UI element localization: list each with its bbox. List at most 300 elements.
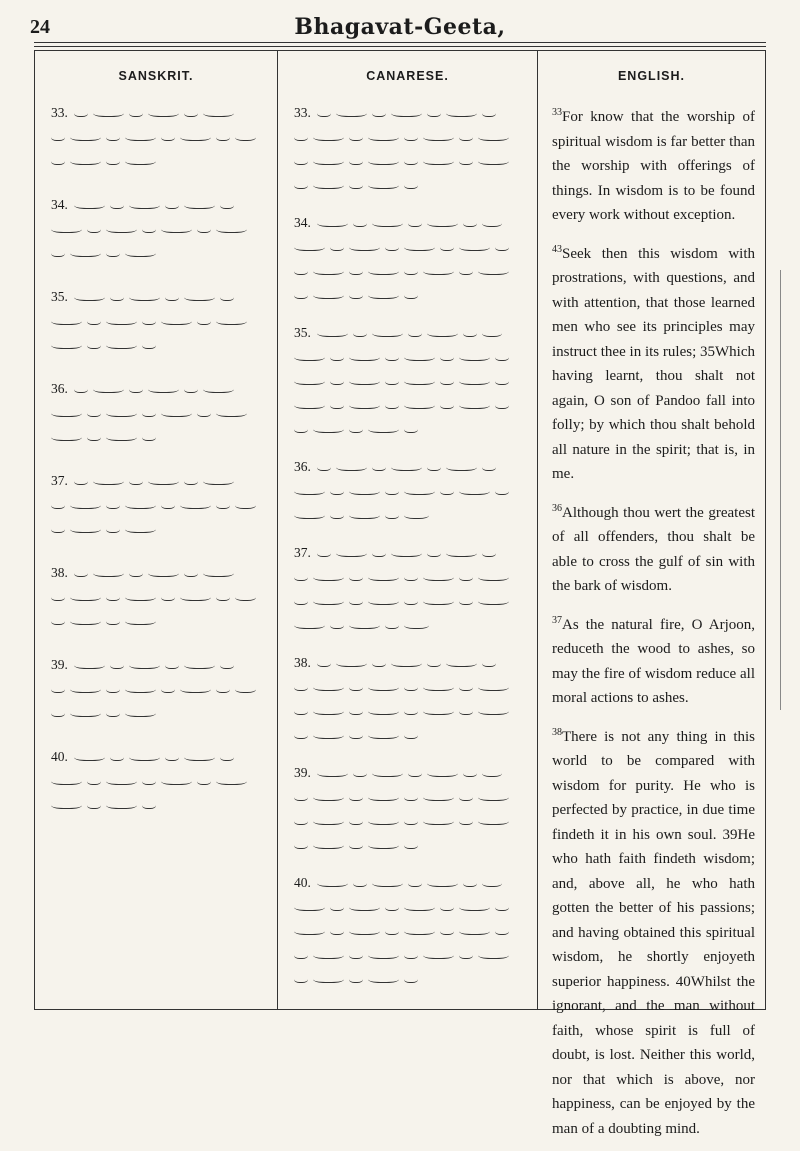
english-heading: ENGLISH.	[617, 69, 686, 83]
verse	[47, 193, 267, 265]
kanarese-text	[290, 101, 527, 1005]
script-glyph-group	[349, 486, 380, 495]
script-glyph-group	[385, 926, 399, 935]
script-glyph-group	[110, 200, 124, 209]
english-text	[552, 101, 755, 1151]
verse-line	[47, 793, 267, 817]
script-glyph-group	[87, 224, 101, 233]
verse-line	[290, 283, 527, 307]
script-glyph-group	[110, 752, 124, 761]
verse-text: Seek then this wisdom with prostrations, with questions, and with attention, that those learned men who see its principles may instruct thee in its rules; 35Which having learnt, thou shalt not again, O son of Pandoo fall into folly; by which thou shalt behold all nature in the spirit; that is, in me.	[552, 245, 755, 482]
script-glyph-group	[463, 328, 477, 337]
script-glyph-group	[313, 572, 344, 581]
script-glyph-group	[349, 400, 380, 409]
header-rule-thin	[34, 46, 766, 47]
script-glyph-group	[70, 500, 101, 509]
verse-line	[47, 285, 267, 309]
script-glyph-group	[459, 242, 490, 251]
verse-number: 34.	[294, 215, 311, 230]
script-glyph-group	[125, 684, 156, 693]
script-glyph-group	[368, 682, 399, 691]
script-glyph-group	[184, 476, 198, 485]
script-glyph-group	[427, 878, 458, 887]
script-glyph-group	[478, 266, 509, 275]
script-glyph-group	[391, 548, 422, 557]
verse-line	[290, 541, 527, 565]
script-glyph-group	[51, 224, 82, 233]
margin-line	[780, 270, 782, 710]
script-glyph-group	[423, 950, 454, 959]
script-glyph-group	[184, 660, 215, 669]
verse	[290, 101, 527, 197]
script-glyph-group	[70, 684, 101, 693]
verse-line	[290, 613, 527, 637]
script-glyph-group	[216, 316, 247, 325]
script-glyph-group	[313, 424, 344, 433]
script-glyph-group	[385, 620, 399, 629]
script-glyph-group	[482, 328, 502, 337]
verse-line	[290, 235, 527, 259]
script-glyph-group	[459, 816, 473, 825]
script-glyph-group	[349, 510, 380, 519]
verse-line	[290, 393, 527, 417]
script-glyph-group	[317, 218, 348, 227]
script-glyph-group	[385, 486, 399, 495]
script-glyph-group	[349, 706, 363, 715]
script-glyph-group	[216, 776, 247, 785]
script-glyph-group	[220, 660, 234, 669]
verse-line	[47, 309, 267, 333]
script-glyph-group	[349, 156, 363, 165]
script-glyph-group	[161, 132, 175, 141]
script-glyph-group	[142, 224, 156, 233]
script-glyph-group	[495, 400, 509, 409]
verse	[47, 377, 267, 449]
script-glyph-group	[313, 156, 344, 165]
script-glyph-group	[294, 400, 325, 409]
script-glyph-group	[423, 596, 454, 605]
script-glyph-group	[70, 592, 101, 601]
script-glyph-group	[368, 730, 399, 739]
script-glyph-group	[197, 316, 211, 325]
script-glyph-group	[220, 752, 234, 761]
script-glyph-group	[216, 132, 230, 141]
script-glyph-group	[148, 568, 179, 577]
script-glyph-group	[161, 592, 175, 601]
script-glyph-group	[93, 384, 124, 393]
script-glyph-group	[349, 376, 380, 385]
script-glyph-group	[184, 384, 198, 393]
verse	[290, 871, 527, 991]
script-glyph-group	[294, 730, 308, 739]
script-glyph-group	[74, 476, 88, 485]
script-glyph-group	[106, 340, 137, 349]
english-verse	[552, 101, 755, 228]
script-glyph-group	[440, 400, 454, 409]
script-glyph-group	[404, 902, 435, 911]
script-glyph-group	[125, 500, 156, 509]
script-glyph-group	[184, 292, 215, 301]
script-glyph-group	[313, 950, 344, 959]
verse-line	[290, 833, 527, 857]
script-glyph-group	[74, 660, 105, 669]
script-glyph-group	[478, 950, 509, 959]
verse-line	[290, 809, 527, 833]
script-glyph-group	[294, 242, 325, 251]
script-glyph-group	[51, 248, 65, 257]
verse-text: There is not any thing in this world to be compared with wisdom for purity. He who is perfected by practice, in due time findeth it in his own soul. 39He who hath faith findeth wisdom; and, above all, he who hath gotten the better of his passions; and having obtained this spiritual wisdom, he shortly enjoyeth superior happiness. 40Whilst the ignorant, and the man without faith, whose spirit is full of doubt, is lost. Neither this world, nor that which is above, nor happiness, can be enjoyed by the man of a doubting mind.	[552, 728, 755, 1137]
script-glyph-group	[161, 316, 192, 325]
script-glyph-group	[294, 156, 308, 165]
script-glyph-group	[330, 486, 344, 495]
script-glyph-group	[495, 376, 509, 385]
script-glyph-group	[51, 524, 65, 533]
verse-line	[290, 589, 527, 613]
verse-line	[290, 699, 527, 723]
english-verse	[552, 609, 755, 711]
script-glyph-group	[459, 792, 473, 801]
verse-line	[47, 101, 267, 125]
script-glyph-group	[180, 684, 211, 693]
script-glyph-group	[404, 620, 429, 629]
script-glyph-group	[216, 592, 230, 601]
script-glyph-group	[385, 352, 399, 361]
script-glyph-group	[317, 462, 331, 471]
script-glyph-group	[313, 840, 344, 849]
script-glyph-group	[294, 792, 308, 801]
script-glyph-group	[106, 708, 120, 717]
verse-line	[47, 401, 267, 425]
script-glyph-group	[372, 328, 403, 337]
verse-line	[290, 345, 527, 369]
script-glyph-group	[478, 816, 509, 825]
three-column-table	[34, 50, 766, 1137]
script-glyph-group	[216, 408, 247, 417]
script-glyph-group	[125, 592, 156, 601]
verse-line	[290, 479, 527, 503]
verse-text: Although thou wert the greatest of all offenders, thou shalt be able to cross the gulf of sin with the bark of wisdom.	[552, 504, 755, 594]
script-glyph-group	[404, 132, 418, 141]
script-glyph-group	[353, 768, 367, 777]
verse-number: 35.	[294, 325, 311, 340]
kanarese-heading: CANARESE.	[366, 69, 449, 83]
script-glyph-group	[372, 548, 386, 557]
script-glyph-group	[478, 596, 509, 605]
script-glyph-group	[142, 408, 156, 417]
script-glyph-group	[372, 658, 386, 667]
verse-line	[47, 333, 267, 357]
script-glyph-group	[478, 132, 509, 141]
script-glyph-group	[440, 242, 454, 251]
script-glyph-group	[368, 840, 399, 849]
script-glyph-group	[165, 200, 179, 209]
script-glyph-group	[495, 926, 509, 935]
script-glyph-group	[349, 792, 363, 801]
script-glyph-group	[330, 902, 344, 911]
script-glyph-group	[372, 462, 386, 471]
script-glyph-group	[330, 352, 344, 361]
verse-number: 39.	[51, 657, 68, 672]
script-glyph-group	[294, 486, 325, 495]
script-glyph-group	[385, 242, 399, 251]
script-glyph-group	[142, 340, 156, 349]
script-glyph-group	[161, 408, 192, 417]
script-glyph-group	[180, 132, 211, 141]
script-glyph-group	[203, 568, 234, 577]
script-glyph-group	[482, 462, 496, 471]
script-glyph-group	[391, 658, 422, 667]
script-glyph-group	[404, 180, 418, 189]
script-glyph-group	[313, 266, 344, 275]
script-glyph-group	[220, 292, 234, 301]
script-glyph-group	[459, 156, 473, 165]
verse-number: 34.	[51, 197, 68, 212]
script-glyph-group	[404, 730, 418, 739]
script-glyph-group	[51, 616, 65, 625]
script-glyph-group	[349, 974, 363, 983]
script-glyph-group	[197, 408, 211, 417]
script-glyph-group	[459, 376, 490, 385]
script-glyph-group	[423, 266, 454, 275]
script-glyph-group	[349, 242, 380, 251]
script-glyph-group	[330, 510, 344, 519]
script-glyph-group	[404, 816, 418, 825]
script-glyph-group	[129, 384, 143, 393]
script-glyph-group	[220, 200, 234, 209]
verse-number: 36.	[294, 459, 311, 474]
script-glyph-group	[294, 682, 308, 691]
script-glyph-group	[459, 400, 490, 409]
verse-line	[47, 493, 267, 517]
script-glyph-group	[313, 290, 344, 299]
script-glyph-group	[70, 132, 101, 141]
script-glyph-group	[106, 132, 120, 141]
script-glyph-group	[423, 706, 454, 715]
verse-number: 33	[552, 107, 562, 118]
verse-number: 36.	[51, 381, 68, 396]
script-glyph-group	[404, 352, 435, 361]
script-glyph-group	[294, 180, 308, 189]
script-glyph-group	[368, 596, 399, 605]
script-glyph-group	[478, 572, 509, 581]
script-glyph-group	[129, 108, 143, 117]
script-glyph-group	[106, 316, 137, 325]
script-glyph-group	[349, 132, 363, 141]
verse-line	[290, 321, 527, 345]
script-glyph-group	[372, 218, 403, 227]
verse-text: For know that the worship of spiritual wisdom is far better than the worship with offerings of things. In wisdom is to be found every work without exception.	[552, 109, 755, 223]
script-glyph-group	[51, 592, 65, 601]
script-glyph-group	[74, 752, 105, 761]
script-glyph-group	[106, 248, 120, 257]
sanskrit-column	[35, 51, 278, 1009]
verse	[290, 455, 527, 527]
script-glyph-group	[165, 292, 179, 301]
verse-line	[290, 125, 527, 149]
script-glyph-group	[294, 950, 308, 959]
verse-line	[290, 785, 527, 809]
script-glyph-group	[161, 776, 192, 785]
script-glyph-group	[129, 476, 143, 485]
script-glyph-group	[482, 548, 496, 557]
script-glyph-group	[427, 108, 441, 117]
script-glyph-group	[408, 328, 422, 337]
script-glyph-group	[368, 180, 399, 189]
script-glyph-group	[294, 424, 308, 433]
script-glyph-group	[51, 408, 82, 417]
script-glyph-group	[463, 768, 477, 777]
script-glyph-group	[180, 592, 211, 601]
script-glyph-group	[87, 432, 101, 441]
script-glyph-group	[129, 292, 160, 301]
script-glyph-group	[423, 792, 454, 801]
script-glyph-group	[385, 510, 399, 519]
verse-line	[47, 745, 267, 769]
verse-number: 35.	[51, 289, 68, 304]
script-glyph-group	[110, 660, 124, 669]
script-glyph-group	[313, 730, 344, 739]
script-glyph-group	[142, 800, 156, 809]
script-glyph-group	[125, 248, 156, 257]
script-glyph-group	[459, 950, 473, 959]
script-glyph-group	[330, 242, 344, 251]
script-glyph-group	[106, 500, 120, 509]
script-glyph-group	[459, 926, 490, 935]
script-glyph-group	[446, 108, 477, 117]
script-glyph-group	[368, 816, 399, 825]
script-glyph-group	[51, 316, 82, 325]
script-glyph-group	[317, 548, 331, 557]
script-glyph-group	[427, 768, 458, 777]
script-glyph-group	[106, 432, 137, 441]
english-verse	[552, 497, 755, 599]
script-glyph-group	[349, 352, 380, 361]
script-glyph-group	[51, 500, 65, 509]
verse	[290, 761, 527, 857]
script-glyph-group	[482, 878, 502, 887]
script-glyph-group	[440, 926, 454, 935]
script-glyph-group	[372, 768, 403, 777]
script-glyph-group	[427, 462, 441, 471]
script-glyph-group	[317, 878, 348, 887]
verse-number: 43	[552, 243, 562, 255]
script-glyph-group	[478, 682, 509, 691]
script-glyph-group	[423, 572, 454, 581]
verse-number: 40.	[51, 749, 68, 764]
script-glyph-group	[106, 524, 120, 533]
script-glyph-group	[404, 424, 418, 433]
script-glyph-group	[349, 180, 363, 189]
script-glyph-group	[495, 902, 509, 911]
script-glyph-group	[161, 500, 175, 509]
script-glyph-group	[110, 292, 124, 301]
script-glyph-group	[87, 408, 101, 417]
script-glyph-group	[70, 248, 101, 257]
verse-line	[290, 943, 527, 967]
script-glyph-group	[330, 376, 344, 385]
script-glyph-group	[459, 266, 473, 275]
verse-line	[47, 193, 267, 217]
verse-line	[47, 653, 267, 677]
script-glyph-group	[294, 596, 308, 605]
script-glyph-group	[482, 108, 496, 117]
script-glyph-group	[446, 658, 477, 667]
verse-number: 36	[552, 502, 562, 514]
script-glyph-group	[349, 926, 380, 935]
script-glyph-group	[51, 132, 65, 141]
script-glyph-group	[216, 684, 230, 693]
script-glyph-group	[349, 266, 363, 275]
script-glyph-group	[349, 424, 363, 433]
verse-text: As the natural fire, O Arjoon, reduceth the wood to ashes, so may the fire of wisdom reduce all moral actions to ashes.	[552, 616, 755, 706]
verse-line	[47, 125, 267, 149]
script-glyph-group	[349, 950, 363, 959]
script-glyph-group	[93, 476, 124, 485]
verse-line	[290, 895, 527, 919]
script-glyph-group	[184, 108, 198, 117]
script-glyph-group	[353, 878, 367, 887]
verse-line	[47, 241, 267, 265]
script-glyph-group	[87, 800, 101, 809]
script-glyph-group	[313, 132, 344, 141]
script-glyph-group	[93, 568, 124, 577]
script-glyph-group	[404, 572, 418, 581]
script-glyph-group	[330, 620, 344, 629]
script-glyph-group	[482, 218, 502, 227]
verse	[290, 211, 527, 307]
verse-number: 33.	[51, 105, 68, 120]
script-glyph-group	[129, 200, 160, 209]
script-glyph-group	[51, 156, 65, 165]
script-glyph-group	[294, 926, 325, 935]
script-glyph-group	[203, 476, 234, 485]
english-verse	[552, 721, 755, 1142]
verse-line	[47, 149, 267, 173]
script-glyph-group	[235, 500, 256, 509]
script-glyph-group	[87, 776, 101, 785]
script-glyph-group	[495, 486, 509, 495]
script-glyph-group	[294, 510, 325, 519]
header-rule	[34, 42, 766, 43]
script-glyph-group	[404, 242, 435, 251]
script-glyph-group	[330, 926, 344, 935]
verse-line	[290, 503, 527, 527]
script-glyph-group	[294, 706, 308, 715]
script-glyph-group	[165, 752, 179, 761]
script-glyph-group	[148, 476, 179, 485]
script-glyph-group	[423, 816, 454, 825]
script-glyph-group	[349, 816, 363, 825]
script-glyph-group	[404, 486, 435, 495]
verse-line	[290, 417, 527, 441]
verse-line	[290, 761, 527, 785]
script-glyph-group	[459, 902, 490, 911]
script-glyph-group	[349, 620, 380, 629]
script-glyph-group	[330, 400, 344, 409]
script-glyph-group	[129, 752, 160, 761]
script-glyph-group	[372, 878, 403, 887]
script-glyph-group	[478, 792, 509, 801]
script-glyph-group	[70, 616, 101, 625]
verse-line	[290, 919, 527, 943]
script-glyph-group	[235, 592, 256, 601]
script-glyph-group	[317, 328, 348, 337]
script-glyph-group	[459, 596, 473, 605]
script-glyph-group	[142, 316, 156, 325]
script-glyph-group	[148, 108, 179, 117]
script-glyph-group	[336, 462, 367, 471]
script-glyph-group	[368, 156, 399, 165]
